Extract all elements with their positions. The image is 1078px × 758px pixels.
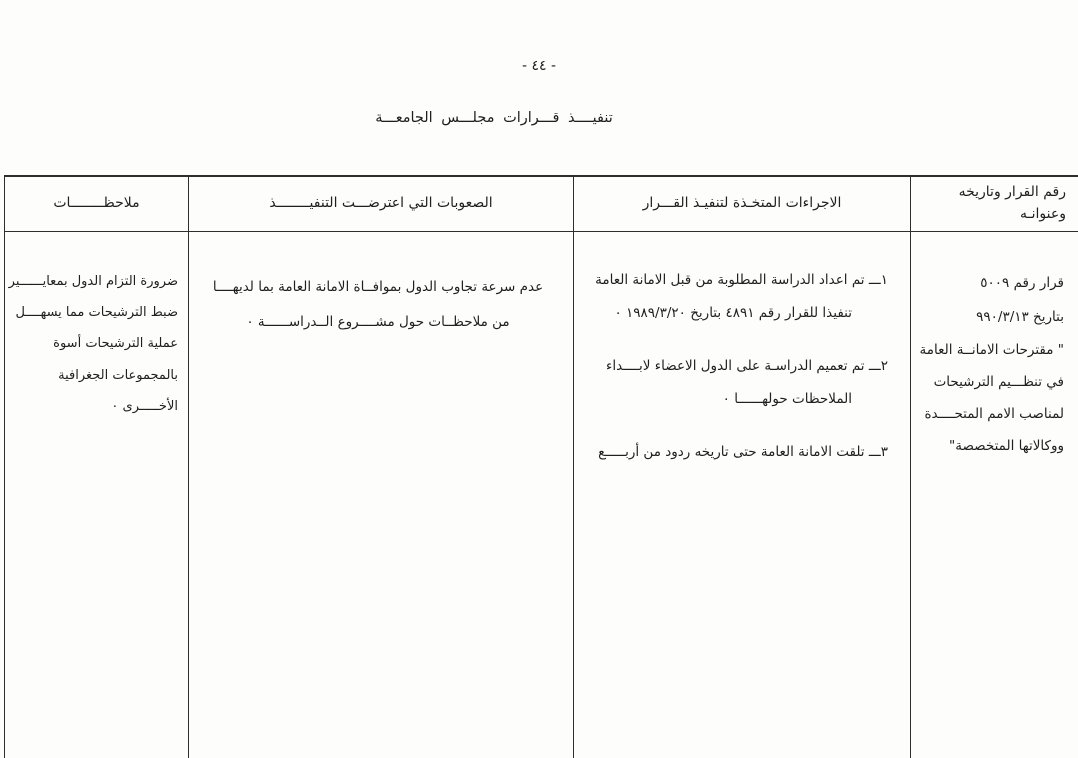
table-body-row (4, 232, 1078, 758)
decision-date: بتاريخ ٩٩٠/٣/١٣ (976, 308, 1064, 325)
notes-text: ضرورة التزام الدول بمعايــــــير ضبط الترشيحات مما يسهــــل عملية الترشيحات أسوة بالمجموعات الجغرافية الأخـــــرى ٠ (8, 274, 178, 414)
table-header-row (4, 177, 1078, 232)
decision-cell (910, 232, 1078, 758)
column-header-actions-taken: الاجراءات المتخـذة لتنفيـذ القـــرار (573, 177, 910, 231)
column-header-decision-number-date-title: رقم القرار وتاريخه وعنوانـه (910, 177, 1078, 231)
difficulties-cell (188, 232, 573, 758)
notes-cell (4, 232, 188, 758)
decision-number: قرار رقم ٥٠٠٩ (980, 275, 1064, 291)
action-item-2: ٢ـــ تم تعميم الدراسـة على الدول الاعضاء لابــــداء الملاحظات حولهــــــا ٠ (606, 358, 888, 408)
document-title: تنفيــــذ قـــرارات مجلـــس الجامعـــة (375, 110, 613, 126)
column-header-difficulties: الصعوبات التي اعترضـــت التنفيــــــــذ (188, 177, 573, 231)
page-number: - ٤٤ - (521, 58, 557, 74)
column-header-notes: ملاحظــــــــات (4, 177, 188, 231)
action-item-3: ٣ـــ تلقت الامانة العامة حتى تاريخه ردود من أربـــــع (598, 444, 888, 461)
action-item-1: ١ـــ تم اعداد الدراسة المطلوبة من قبل الامانة العامة تنفيذا للقرار رقم ٤٨٩١ بتاريخ ١٩٨٩/٣/٢٠ ٠ (595, 272, 888, 322)
decision-title-quote: " مقترحات الامانــة العامة في تنظـــيم الترشيحات لمناصب الامم المتحــــدة ووكالاتها المتخصصة" (919, 342, 1064, 454)
difficulties-text: عدم سرعة تجاوب الدول بموافــاة الامانة العامة بما لديهــــا من ملاحظــات حول مشــــروع الــدراســــــة ٠ (212, 279, 544, 331)
decisions-table (4, 175, 1078, 758)
actions-cell (573, 232, 910, 758)
